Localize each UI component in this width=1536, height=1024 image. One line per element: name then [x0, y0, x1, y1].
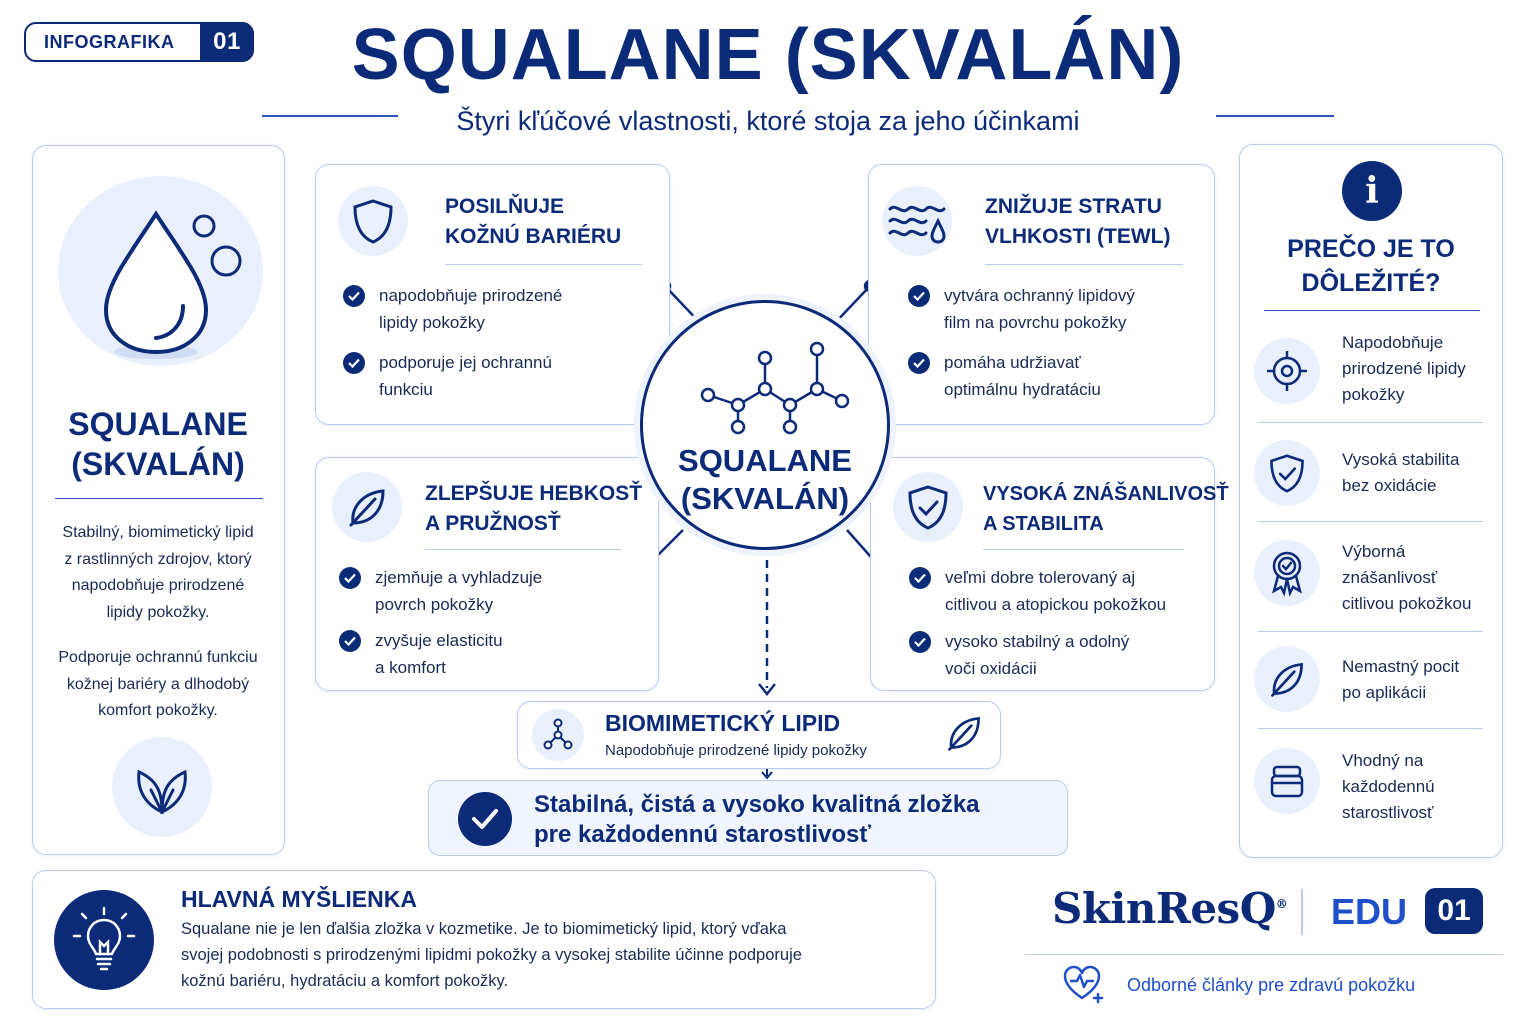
- center-title: SQUALANE (SKVALÁN): [678, 443, 852, 516]
- main-idea-text: Squalane nie je len ďalšia zložka v kozmetike. Je to biomimetický lipid, ktorý vďaka svojej podobnosti s prirodzenými lipidmi pokožky a vysokej stabilite účinne podporuje kožnú bariéru, hydratáciu a komfort pokožky.: [181, 920, 802, 990]
- leaf-icon: [944, 713, 984, 758]
- tag-label: INFOGRAFIKA: [44, 31, 175, 52]
- edu-number: 01: [1425, 888, 1483, 934]
- shield-icon: [338, 186, 408, 256]
- brand-tagline: Odborné články pre zdravú pokožku: [1127, 975, 1416, 995]
- shield-check-icon: [893, 472, 963, 542]
- target-icon: [1254, 338, 1320, 404]
- feature-title-barrier: POSILŇUJE KOŽNÚ BARIÉRU: [445, 195, 622, 248]
- left-panel-title: SQUALANE (SKVALÁN): [68, 406, 248, 482]
- brand-logo: SkinResQ®: [1052, 884, 1288, 933]
- feature-title-tolerance: VYSOKÁ ZNÁŠANLIVOSŤ A STABILITA: [983, 483, 1229, 535]
- right-panel-title: PREČO JE TO DÔLEŽITÉ?: [1287, 235, 1455, 297]
- biomimetic-subtitle: Napodobňuje prirodzené lipidy pokožky: [605, 742, 867, 759]
- feature-rule: [425, 549, 621, 550]
- main-idea-title: HLAVNÁ MYŠLIENKA: [181, 886, 417, 912]
- check-icon: [343, 352, 365, 374]
- feature-rule: [983, 549, 1184, 550]
- right-divider: [1258, 631, 1483, 632]
- check-icon: [339, 567, 361, 589]
- check-icon: [343, 285, 365, 307]
- check-icon: [908, 285, 930, 307]
- feature-bullet: veľmi dobre tolerovaný aj citlivou a atopickou pokožkou: [909, 565, 1166, 618]
- feature-bullet: zjemňuje a vyhladzuje povrch pokožky: [339, 565, 542, 618]
- right-item: Výborná znášanlivosť citlivou pokožkou: [1342, 542, 1472, 613]
- check-icon: [339, 630, 361, 652]
- biomimetic-title: BIOMIMETICKÝ LIPID: [605, 710, 841, 736]
- feature-bullet: vytvára ochranný lipidový film na povrchu pokožky: [908, 283, 1135, 336]
- shield-check-icon: [1254, 440, 1320, 506]
- feature-bullet: podporuje jej ochrannú funkciu: [343, 350, 552, 403]
- tag-number: 01: [200, 22, 254, 62]
- right-divider: [1258, 422, 1483, 423]
- feature-rule: [985, 264, 1183, 265]
- feature-bullet: pomáha udržiavať optimálnu hydratáciu: [908, 350, 1101, 403]
- edu-label: EDU: [1331, 891, 1408, 932]
- brand-divider: [1301, 889, 1303, 935]
- check-circle-icon: [458, 792, 512, 846]
- right-item: Vhodný na každodennú starostlivosť: [1342, 751, 1435, 822]
- check-icon: [909, 631, 931, 653]
- feature-bullet: vysoko stabilný a odolný voči oxidácii: [909, 629, 1129, 682]
- right-divider: [1258, 521, 1483, 522]
- feature-bullet: napodobňuje prirodzené lipidy pokožky: [343, 283, 562, 336]
- right-item: Napodobňuje prirodzené lipidy pokožky: [1342, 333, 1466, 404]
- page-subtitle: Štyri kľúčové vlastnosti, ktoré stoja za jeho účinkami: [456, 106, 1080, 136]
- feature-title-softness: ZLEPŠUJE HEBKOSŤ A PRUŽNOSŤ: [425, 482, 643, 535]
- check-icon: [909, 567, 931, 589]
- brand-rule: [1025, 954, 1503, 955]
- check-icon: [908, 352, 930, 374]
- leaf-icon: [1254, 646, 1320, 712]
- left-panel-paragraph-2: Podporuje ochrannú funkciu kožnej bariéry a dlhodobý komfort pokožky.: [58, 649, 258, 719]
- jar-icon: [1254, 748, 1320, 814]
- feature-rule: [445, 264, 642, 265]
- molecule-small-icon: [532, 709, 584, 761]
- right-item: Nemastný pocit po aplikácii: [1342, 657, 1460, 702]
- left-panel-paragraph-1: Stabilný, biomimetický lipid z rastlinných zdrojov, ktorý napodobňuje prirodzené lipidy pokožky.: [62, 524, 254, 621]
- leaf-icon: [332, 472, 402, 542]
- summary-text: Stabilná, čistá a vysoko kvalitná zložka pre každodennú starostlivosť: [534, 791, 980, 848]
- molecule-icon: [690, 335, 850, 435]
- feature-bullet: zvyšuje elasticitu a komfort: [339, 628, 503, 681]
- award-icon: [1254, 540, 1320, 606]
- waves-drop-icon: [882, 186, 952, 256]
- info-icon: i: [1342, 161, 1402, 221]
- heart-plus-icon: [1062, 964, 1104, 1009]
- lightbulb-icon: [54, 890, 154, 990]
- right-panel-rule: [1264, 310, 1480, 311]
- right-divider: [1258, 728, 1483, 729]
- page-title: SQUALANE (SKVALÁN): [351, 15, 1185, 95]
- feature-title-tewl: ZNIŽUJE STRATU VLHKOSTI (TEWL): [985, 195, 1171, 248]
- right-item: Vysoká stabilita bez oxidácie: [1342, 450, 1460, 495]
